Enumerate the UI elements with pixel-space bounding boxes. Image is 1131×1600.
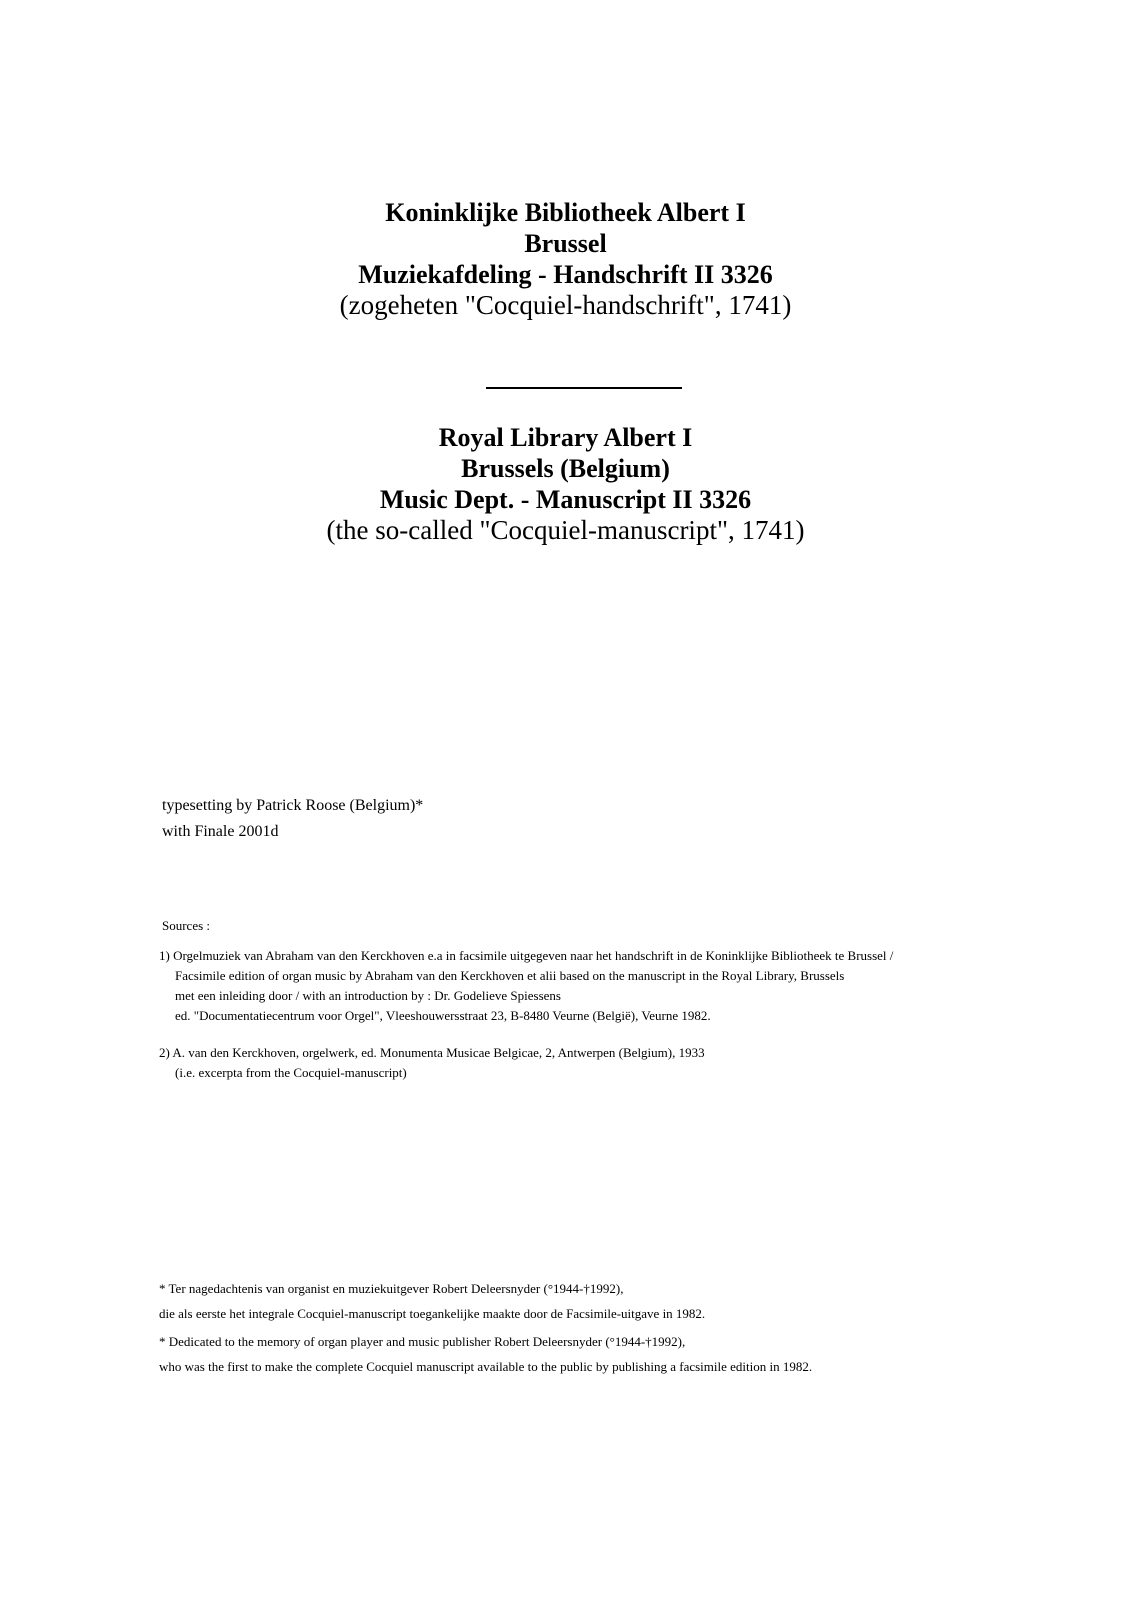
dutch-title-line3: Muziekafdeling - Handschrift II 3326 (358, 260, 773, 289)
english-title-line2: Brussels (Belgium) (461, 454, 670, 483)
source-1-line1: 1) Orgelmuziek van Abraham van den Kerckhoven e.a in facsimile uitgegeven naar het handschrift in de Koninklijke Bibliotheek te Brussel / (159, 948, 894, 963)
footnote-english (159, 1329, 812, 1379)
source-2-line2: (i.e. excerpta from the Cocquiel-manuscript) (175, 1065, 407, 1080)
credits-line2: with Finale 2001d (162, 823, 279, 840)
credits-block (162, 793, 423, 845)
english-title-line4: (the so-called "Cocquiel-manuscript", 1741) (326, 515, 805, 545)
english-title-line1: Royal Library Albert I (438, 423, 693, 452)
dutch-title-line4: (zogeheten "Cocquiel-handschrift", 1741) (339, 290, 792, 320)
dutch-title-block (0, 197, 1131, 321)
source-1-line3: met een inleiding door / with an introduction by : Dr. Godelieve Spiessens (175, 988, 561, 1003)
dutch-title-line1: Koninklijke Bibliotheek Albert I (385, 198, 746, 227)
footnote-dutch (159, 1276, 705, 1326)
dutch-title-line2: Brussel (524, 229, 607, 258)
source-1-line2: Facsimile edition of organ music by Abraham van den Kerckhoven et alii based on the manuscript in the Royal Library, Brussels (175, 968, 845, 983)
source-2-line1: 2) A. van den Kerckhoven, orgelwerk, ed. Monumenta Musicae Belgicae, 2, Antwerpen (Belgium), 1933 (159, 1045, 705, 1060)
footnote-english-line2: who was the first to make the complete Cocquiel manuscript available to the public by publishing a facsimile edition in 1982. (159, 1359, 813, 1374)
english-title-block (0, 422, 1131, 546)
source-item-2 (159, 1043, 705, 1083)
footnote-english-line1: * Dedicated to the memory of organ player and music publisher Robert Deleersnyder (°1944-†1992), (159, 1334, 686, 1349)
footnote-dutch-line1: * Ter nagedachtenis van organist en muziekuitgever Robert Deleersnyder (°1944-†1992), (159, 1281, 624, 1296)
footnote-dutch-line2: die als eerste het integrale Cocquiel-manuscript toegankelijke maakte door de Facsimile-uitgave in 1982. (159, 1306, 706, 1321)
english-title-line3: Music Dept. - Manuscript II 3326 (379, 485, 752, 514)
separator-line (486, 387, 682, 389)
source-item-1 (159, 946, 893, 1026)
source-1-line4: ed. "Documentatiecentrum voor Orgel", Vleeshouwersstraat 23, B-8480 Veurne (België), Veurne 1982. (175, 1008, 711, 1023)
sources-heading: Sources : (162, 918, 211, 933)
credits-line1: typesetting by Patrick Roose (Belgium)* (162, 797, 424, 814)
